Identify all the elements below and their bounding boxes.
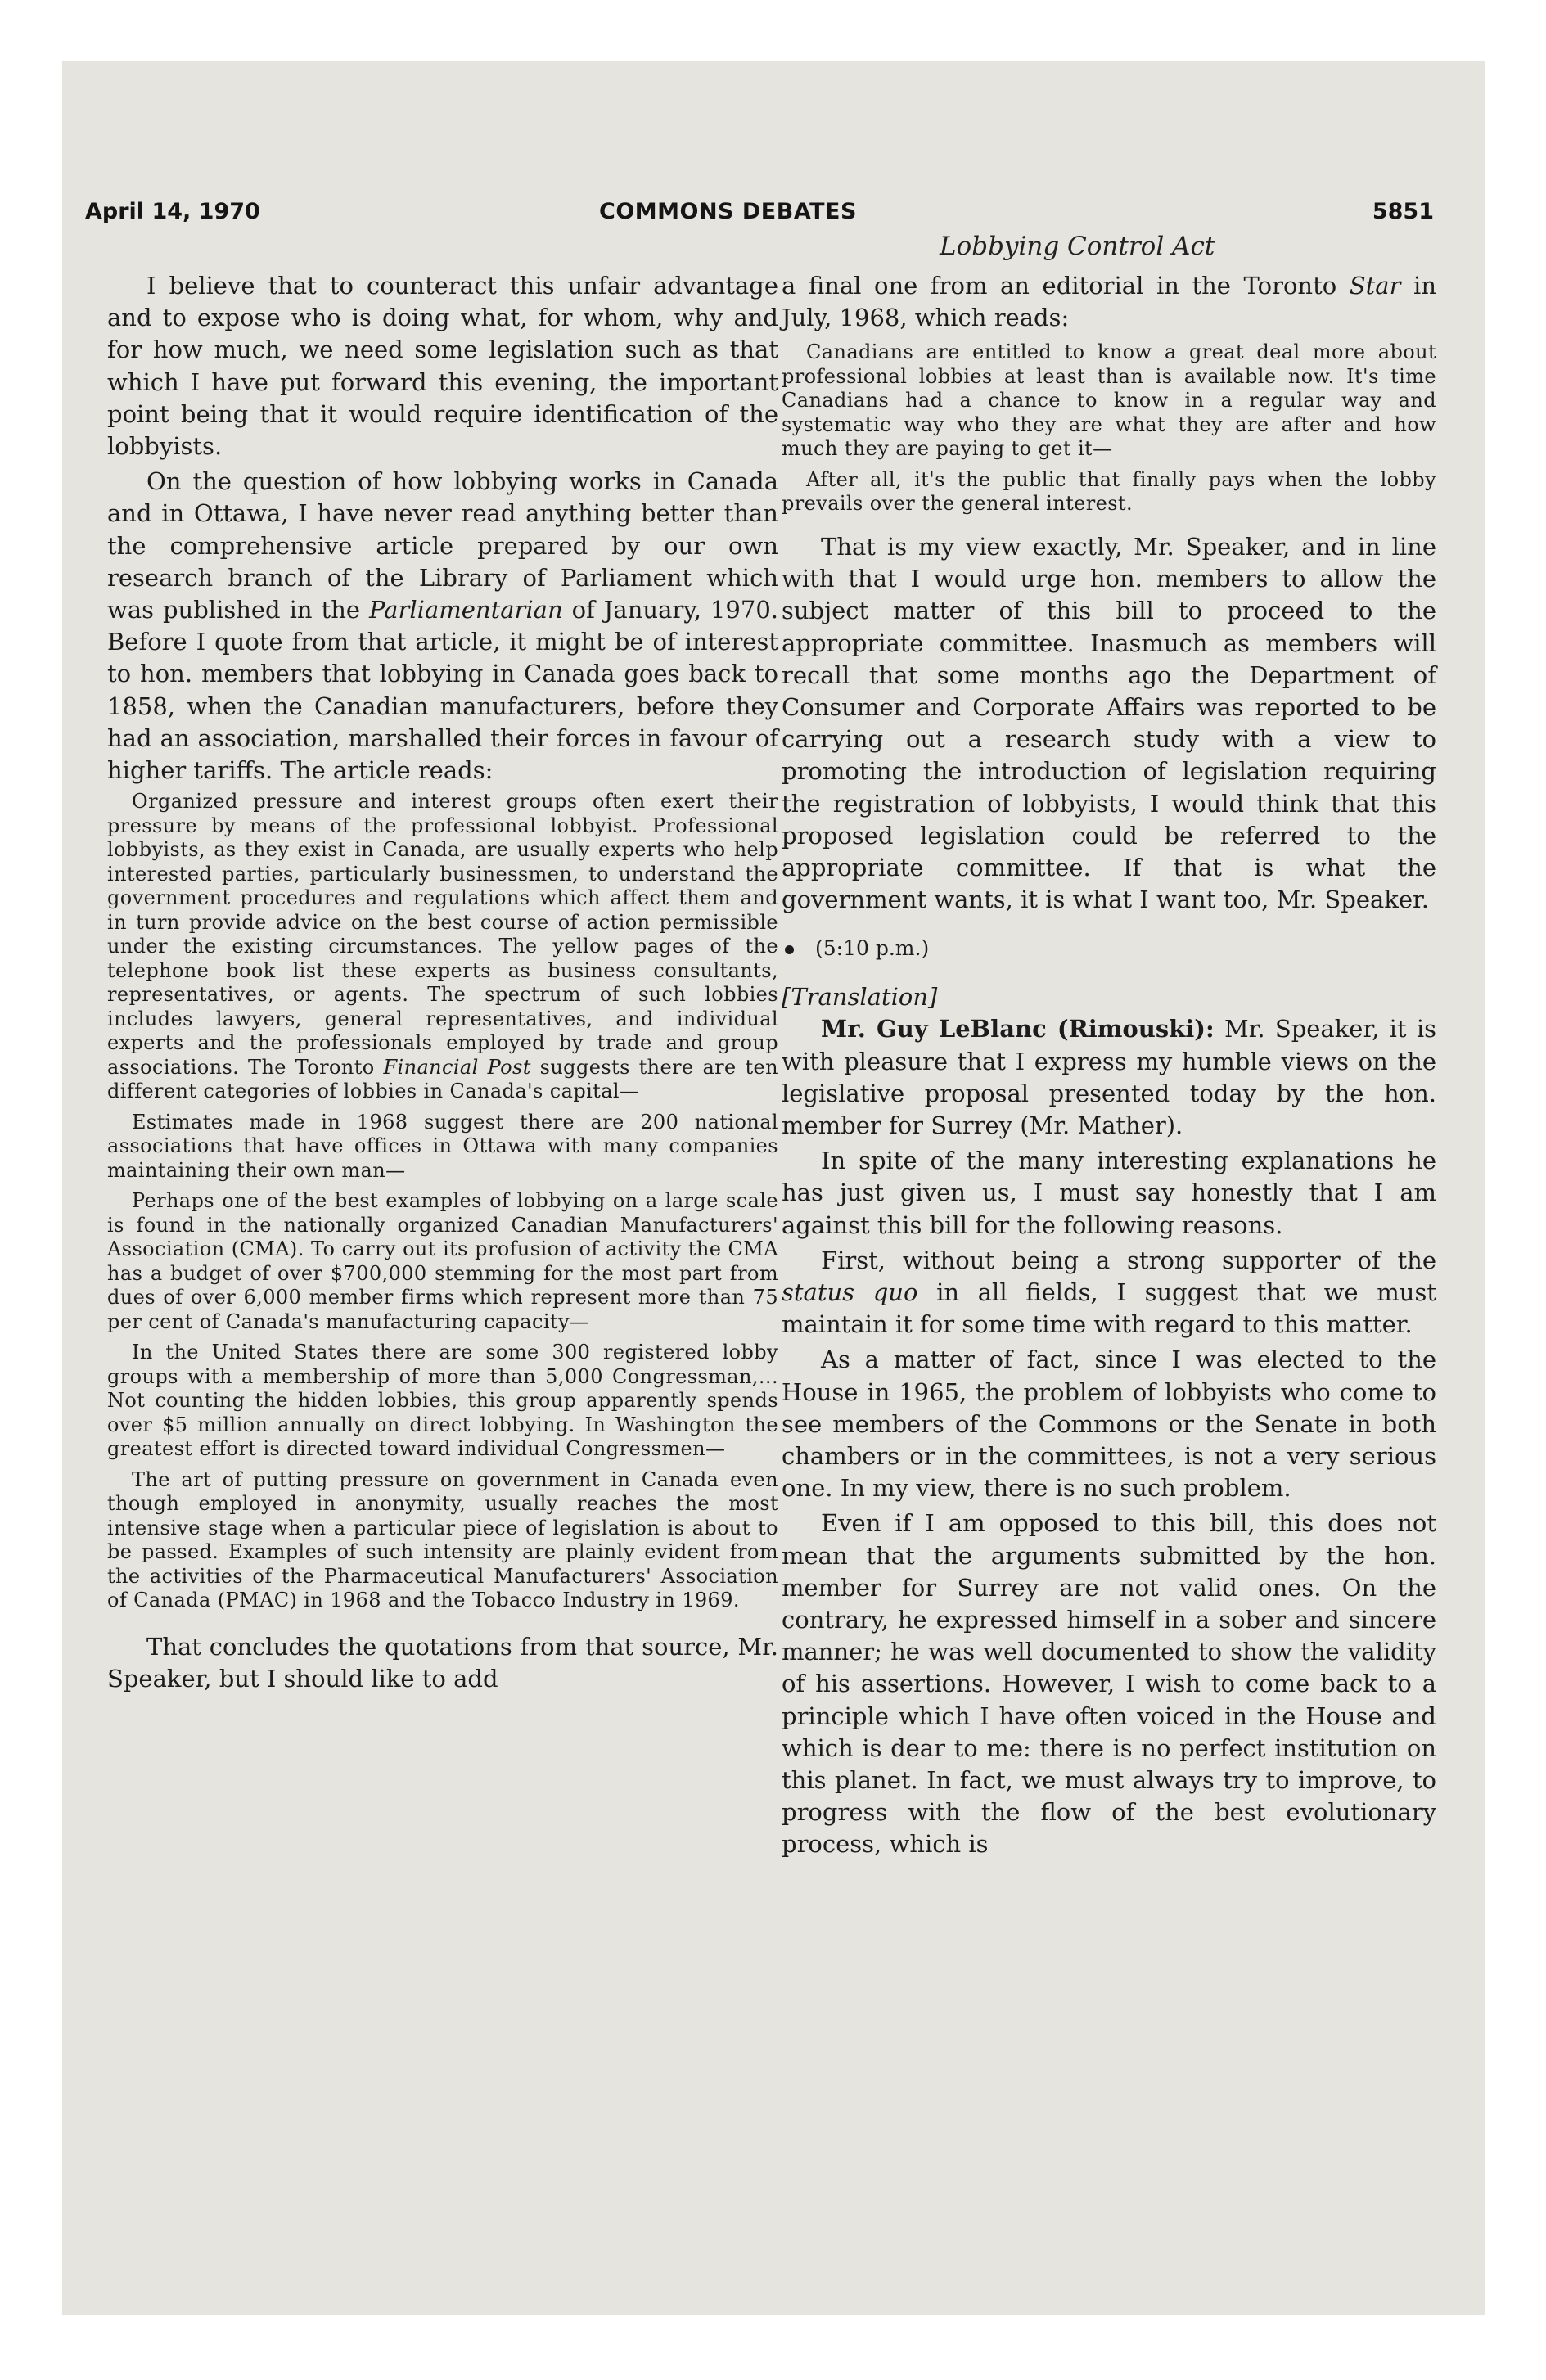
text-run: First, without being a strong supporter of the	[821, 1246, 1436, 1274]
text-run: a final one from an editorial in the Toronto	[782, 272, 1350, 300]
quoted-passage	[107, 790, 778, 1104]
quoted-passage: Estimates made in 1968 suggest there are 200 national associations that have offices in Ottawa with many companies maintaining their own man—	[107, 1110, 778, 1182]
publication-title: Parliamentarian	[369, 596, 563, 624]
paragraph: Even if I am opposed to this bill, this does not mean that the arguments submitted by the hon. member for Surrey are not valid ones. On the contrary, he expressed himself in a sober and sincere manner; he was well documented to show the validity of his assertions. However, I wish to come back to a principle which I have often voiced in the House and which is dear to me: there is no perfect institution on this planet. In fact, we must always try to improve, to progress with the flow of the best evolutionary process, which is	[782, 1509, 1436, 1859]
time-text: (5:10 p.m.)	[815, 936, 930, 961]
paragraph	[782, 1245, 1436, 1341]
emphasis: status quo	[782, 1278, 918, 1306]
header-publication: COMMONS DEBATES	[599, 199, 857, 224]
text-run: in July, 1968, which reads:	[782, 272, 1436, 332]
bullet-icon	[785, 945, 794, 954]
quoted-passage: Perhaps one of the best examples of lobbying on a large scale is found in the nationally organized Canadian Manufacturers' Association (CMA). To carry out its profusion of activity the CMA has a budget of over $700,000 stemming for the most part from dues of over 6,000 member firms which represent more than 75 per cent of Canada's manufacturing capacity—	[107, 1189, 778, 1333]
publication-title: Financial Post	[383, 1055, 531, 1079]
paragraph	[107, 466, 778, 787]
text-run: Mr. Speaker, it is with pleasure that I express my humble views on the legislative proposal presented today by the hon. member for Surrey (Mr. Mather).	[782, 1015, 1436, 1139]
time-stamp	[782, 934, 1436, 963]
left-column	[107, 270, 778, 1695]
right-column	[782, 270, 1436, 1861]
publication-title: Star	[1349, 272, 1401, 300]
text-run: of January, 1970. Before I quote from that article, it might be of interest to hon. members that lobbying in Canada goes back to 1858, when the Canadian manufacturers, before they had an association, marshalled their forces in favour of higher tariffs. The article reads:	[107, 596, 778, 785]
paragraph	[782, 1013, 1436, 1142]
header-date: April 14, 1970	[85, 199, 260, 224]
quoted-passage: After all, it's the public that finally pays when the lobby prevails over the general interest.	[782, 467, 1436, 516]
text-run: in all fields, I suggest that we must maintain it for some time with regard to this matter.	[782, 1278, 1436, 1339]
translation-tag: [Translation]	[782, 983, 938, 1012]
paragraph: That is my view exactly, Mr. Speaker, and in line with that I would urge hon. members to allow the subject matter of this bill to proceed to the appropriate committee. Inasmuch as members will recall that some months ago the Department of Consumer and Corporate Affairs was reported to be carrying out a research study with a view to promoting the introduction of legislation requiring the registration of lobbyists, I would think that this proposed legislation could be referred to the appropriate committee. If that is what the government wants, it is what I want too, Mr. Speaker.	[782, 532, 1436, 914]
text-run: Organized pressure and interest groups often exert their pressure by means of the professional lobbyist. Professional lobbyists, as they exist in Canada, are usually experts who help interested parties, particularly businessmen, to understand the government procedures and regulations which affect them and in turn provide advice on the best course of action permissible under the existing circumstances. The yellow pages of the telephone book list these experts as business consultants, representatives, or agents. The spectrum of such lobbies includes lawyers, general representatives, and individual experts and the professionals employed by trade and group associations. The Toronto	[107, 790, 778, 1079]
running-head	[85, 199, 1434, 232]
paragraph: In spite of the many interesting explanations he has just given us, I must say honestly that I am against this bill for the following reasons.	[782, 1147, 1436, 1239]
header-page-number: 5851	[1372, 199, 1434, 224]
text-run: On the question of how lobbying works in Canada and in Ottawa, I have never read anything better than the comprehensive article prepared by our own research branch of the Library of Parliament which was published in the	[107, 467, 778, 624]
text-run: suggests there are ten different categories of lobbies in Canada's capital—	[107, 1055, 779, 1103]
quoted-passage: Canadians are entitled to know a great deal more about professional lobbies at least than is available now. It's time Canadians had a chance to know in a regular way and systematic way who they are what they are after and how much they are paying to get it—	[782, 340, 1436, 461]
paragraph: That concludes the quotations from that source, Mr. Speaker, but I should like to add	[107, 1632, 778, 1693]
speaker-name: Mr. Guy LeBlanc (Rimouski):	[821, 1015, 1215, 1044]
page-subject: Lobbying Control Act	[940, 232, 1215, 261]
paragraph: As a matter of fact, since I was elected to the House in 1965, the problem of lobbyists who come to see members of the Commons or the Senate in both chambers or in the committees, is not a very serious one. In my view, there is no such problem.	[782, 1346, 1436, 1503]
paragraph	[782, 270, 1436, 334]
paragraph: I believe that to counteract this unfair advantage and to expose who is doing what, for whom, why and for how much, we need some legislation such as that which I have put forward this evening, the important point being that it would require identification of the lobbyists.	[107, 272, 778, 461]
quoted-passage: The art of putting pressure on government in Canada even though employed in anonymity, usually reaches the most intensive stage when a particular piece of legislation is about to be passed. Examples of such intensity are plainly evident from the activities of the Pharmaceutical Manufacturers' Association of Canada (PMAC) in 1968 and the Tobacco Industry in 1969.	[107, 1467, 778, 1612]
quoted-passage: In the United States there are some 300 registered lobby groups with a membership of more than 5,000 Congressman,... Not counting the hidden lobbies, this group apparently spends over $5 million annually on direct lobbying. In Washington the greatest effort is directed toward individual Congressmen—	[107, 1341, 778, 1461]
